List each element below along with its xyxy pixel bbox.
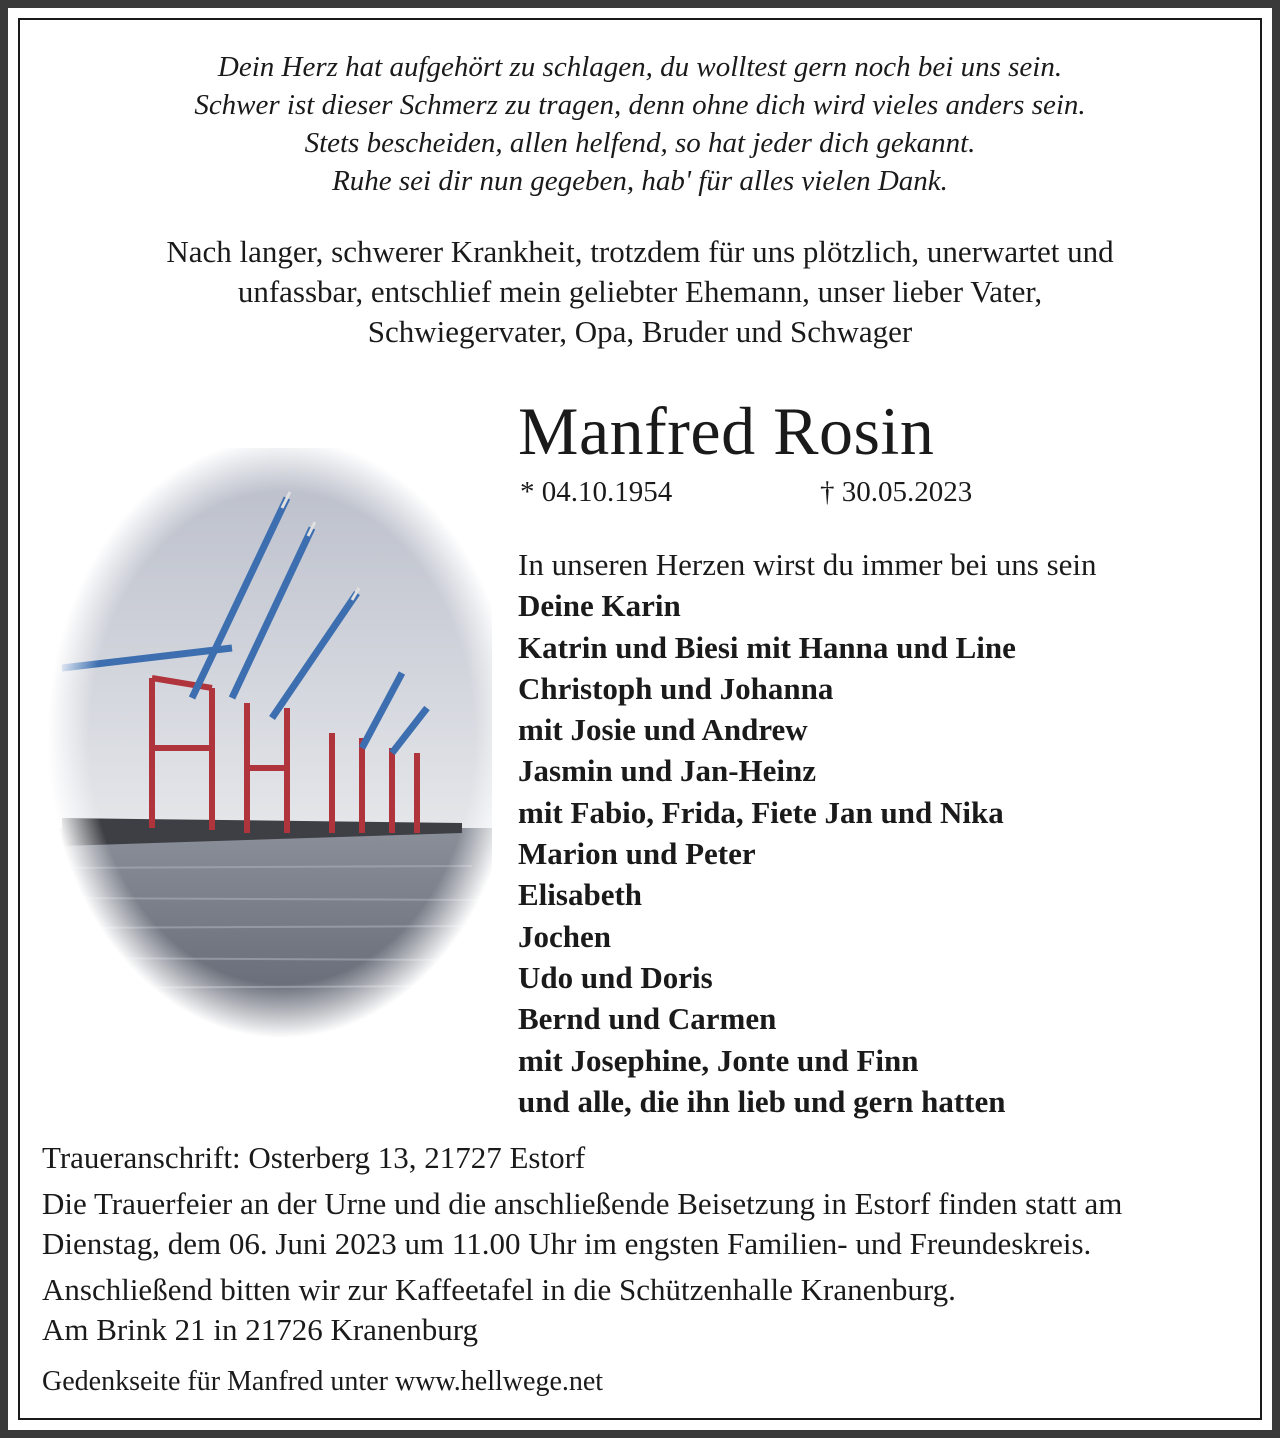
reception-line: Am Brink 21 in 21726 Kranenburg (42, 1312, 478, 1347)
family-member: mit Fabio, Frida, Fiete Jan und Nika (518, 794, 1004, 830)
reception-line: Anschließend bitten wir zur Kaffeetafel in die Schützenhalle Kranenburg. (42, 1272, 956, 1307)
family-member: Christoph und Johanna (518, 670, 834, 706)
family-member: Marion und Peter (518, 836, 756, 872)
birth-date: * 04.10.1954 (520, 476, 673, 508)
ceremony-line: Dienstag, dem 06. Juni 2023 um 11.00 Uhr im engsten Familien- und Freundeskreis. (42, 1226, 1092, 1261)
family-member: Udo und Doris (518, 959, 713, 995)
family-member: Katrin und Biesi mit Hanna und Line (518, 629, 1016, 665)
life-dates (520, 474, 1040, 510)
family-member: Jasmin und Jan-Heinz (518, 753, 817, 789)
intro-text (8, 232, 1272, 352)
obituary-page (8, 8, 1272, 1430)
poem-line: Ruhe sei dir nun gegeben, hab' für alles vielen Dank. (332, 165, 948, 197)
poem-line: Stets bescheiden, allen helfend, so hat jeder dich gekannt. (304, 127, 976, 159)
family-list (518, 544, 1097, 1122)
family-member: mit Josie und Andrew (518, 712, 808, 748)
funeral-details (42, 1138, 1248, 1402)
memorial-page-link[interactable]: Gedenkseite für Manfred unter www.hellwege.net (42, 1366, 604, 1397)
family-member: und alle, die ihn lieb und gern hatten (518, 1083, 1006, 1119)
intro-line: unfassbar, entschlief mein geliebter Ehemann, unser lieber Vater, (237, 274, 1043, 309)
family-member: Deine Karin (518, 588, 681, 624)
family-member: Elisabeth (518, 877, 643, 913)
family-member: mit Josephine, Jonte und Finn (518, 1042, 919, 1078)
intro-line: Schwiegervater, Opa, Bruder und Schwager (367, 314, 913, 349)
reception-info (42, 1270, 1248, 1350)
poem-line: Dein Herz hat aufgehört zu schlagen, du wolltest gern noch bei uns sein. (217, 51, 1063, 83)
ceremony-line: Die Trauerfeier an der Urne und die anschließende Beisetzung in Estorf finden statt am (42, 1186, 1123, 1221)
deceased-name: Manfred Rosin (518, 393, 935, 469)
harbor-cranes-photo (32, 448, 492, 1038)
family-member: Bernd und Carmen (518, 1001, 777, 1037)
poem (8, 48, 1272, 200)
ceremony-info (42, 1184, 1248, 1264)
intro-line: Nach langer, schwerer Krankheit, trotzdem für uns plötzlich, unerwartet und (166, 234, 1114, 269)
mourning-address: Traueranschrift: Osterberg 13, 21727 Estorf (42, 1140, 586, 1175)
poem-line: Schwer ist dieser Schmerz zu tragen, denn ohne dich wird vieles anders sein. (194, 89, 1086, 121)
family-member: Jochen (518, 918, 611, 954)
family-heading: In unseren Herzen wirst du immer bei uns sein (518, 547, 1097, 582)
death-date: † 30.05.2023 (820, 476, 973, 508)
